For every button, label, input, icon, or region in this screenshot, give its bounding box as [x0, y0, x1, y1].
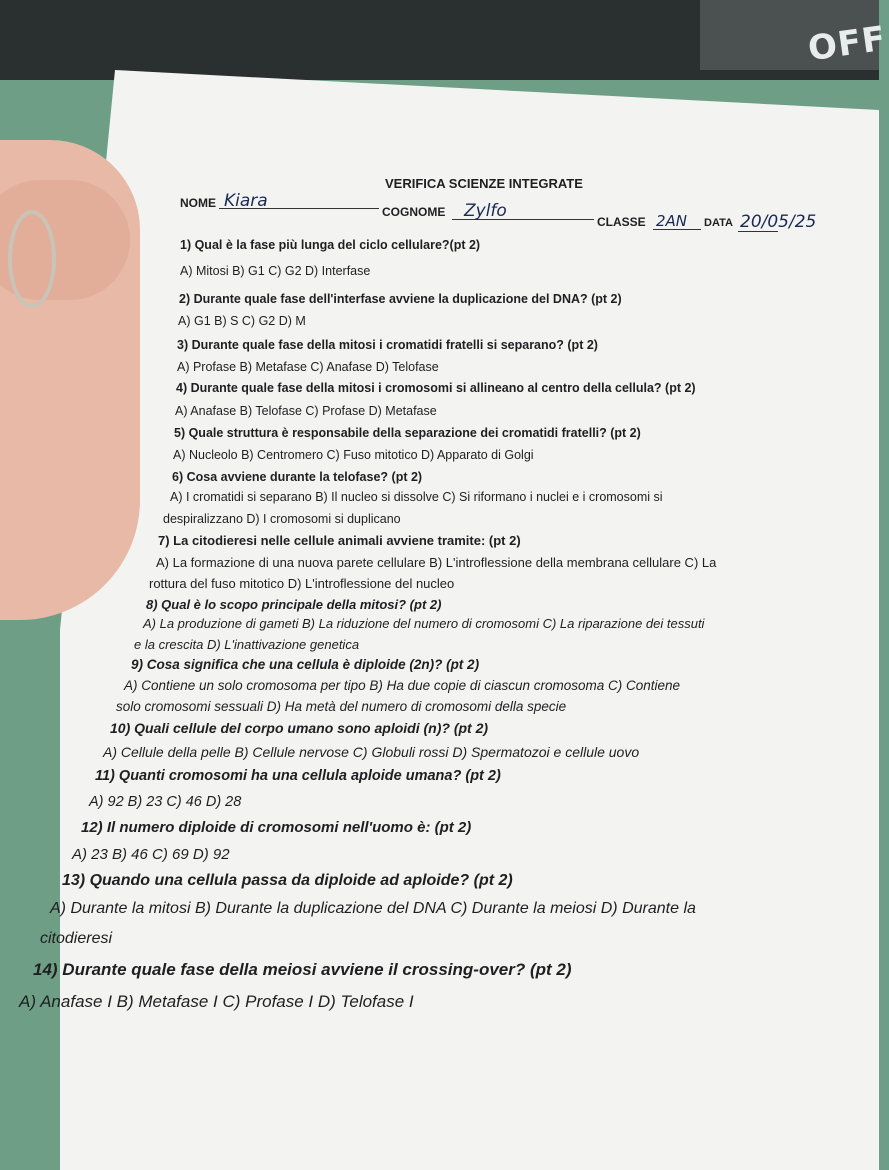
answers-6-line-2: despiralizzano D) I cromosomi si duplicano [163, 512, 401, 526]
question-12: 12) Il numero diploide di cromosomi nell'uomo è: (pt 2) [81, 819, 472, 836]
off-label: OFF [805, 18, 889, 70]
question-11: 11) Quanti cromosomi ha una cellula aploide umana? (pt 2) [95, 768, 501, 784]
question-13: 13) Quando una cellula passa da diploide ad aploide? (pt 2) [62, 872, 513, 889]
question-5: 5) Quale struttura è responsabile della separazione dei cromatidi fratelli? (pt 2) [174, 426, 641, 440]
answers-10: A) Cellule della pelle B) Cellule nervose C) Globuli rossi D) Spermatozoi e cellule uovo [103, 744, 640, 760]
answers-9-line-2: solo cromosomi sessuali D) Ha metà del numero di cromosomi della specie [116, 699, 567, 714]
answers-3: A) Profase B) Metafase C) Anafase D) Telofase [177, 360, 439, 374]
question-6: 6) Cosa avviene durante la telofase? (pt 2) [172, 470, 423, 484]
answers-8-line-1: A) La produzione di gameti B) La riduzione del numero di cromosomi C) La riparazione dei tessuti [143, 616, 705, 631]
answers-7-line-2: rottura del fuso mitotico D) L'introflessione del nucleo [149, 576, 455, 591]
answers-8-line-2: e la crescita D) L'inattivazione genetica [134, 637, 360, 652]
classe-value: 2AN [656, 212, 688, 230]
answers-13-line-2: citodieresi [40, 930, 113, 947]
nome-value: Kiara [224, 191, 268, 211]
question-9: 9) Cosa significa che una cellula è diploide (2n)? (pt 2) [131, 657, 480, 672]
answers-13-line-1: A) Durante la mitosi B) Durante la duplicazione del DNA C) Durante la meiosi D) Durante la [50, 900, 696, 917]
question-7: 7) La citodieresi nelle cellule animali avviene tramite: (pt 2) [158, 533, 521, 548]
classe-label: CLASSE [597, 215, 646, 229]
nome-label: NOME [180, 196, 216, 210]
data-label: DATA [704, 217, 733, 229]
answers-12: A) 23 B) 46 C) 69 D) 92 [72, 846, 230, 863]
question-14: 14) Durante quale fase della meiosi avviene il crossing-over? (pt 2) [33, 960, 572, 979]
answers-5: A) Nucleolo B) Centromero C) Fuso mitotico D) Apparato di Golgi [173, 448, 534, 462]
question-1: 1) Qual è la fase più lunga del ciclo cellulare?(pt 2) [180, 238, 481, 252]
answers-11: A) 92 B) 23 C) 46 D) 28 [89, 794, 242, 810]
answers-1: A) Mitosi B) G1 C) G2 D) Interfase [180, 264, 371, 278]
answers-7-line-1: A) La formazione di una nuova parete cellulare B) L'introflessione della membrana cellulare C) La [156, 555, 717, 570]
answers-9-line-1: A) Contiene un solo cromosoma per tipo B) Ha due copie di ciascun cromosoma C) Contiene [124, 678, 681, 693]
question-3: 3) Durante quale fase della mitosi i cromatidi fratelli si separano? (pt 2) [177, 338, 598, 352]
test-title: VERIFICA SCIENZE INTEGRATE [385, 176, 583, 191]
question-8: 8) Qual è lo scopo principale della mitosi? (pt 2) [146, 597, 442, 612]
answers-6-line-1: A) I cromatidi si separano B) Il nucleo si dissolve C) Si riformano i nuclei e i cromosomi si [170, 490, 663, 504]
question-10: 10) Quali cellule del corpo umano sono aploidi (n)? (pt 2) [110, 720, 489, 736]
cognome-value: Zylfo [464, 201, 507, 221]
cognome-label: COGNOME [382, 205, 446, 219]
answers-4: A) Anafase B) Telofase C) Profase D) Metafase [175, 404, 437, 418]
answers-14: A) Anafase I B) Metafase I C) Profase I D) Telofase I [19, 992, 414, 1011]
question-4: 4) Durante quale fase della mitosi i cromosomi si allineano al centro della cellula? (pt 2) [176, 381, 696, 395]
data-value: 20/05/25 [740, 212, 817, 232]
answers-2: A) G1 B) S C) G2 D) M [178, 314, 306, 328]
question-2: 2) Durante quale fase dell'interfase avviene la duplicazione del DNA? (pt 2) [179, 292, 622, 306]
